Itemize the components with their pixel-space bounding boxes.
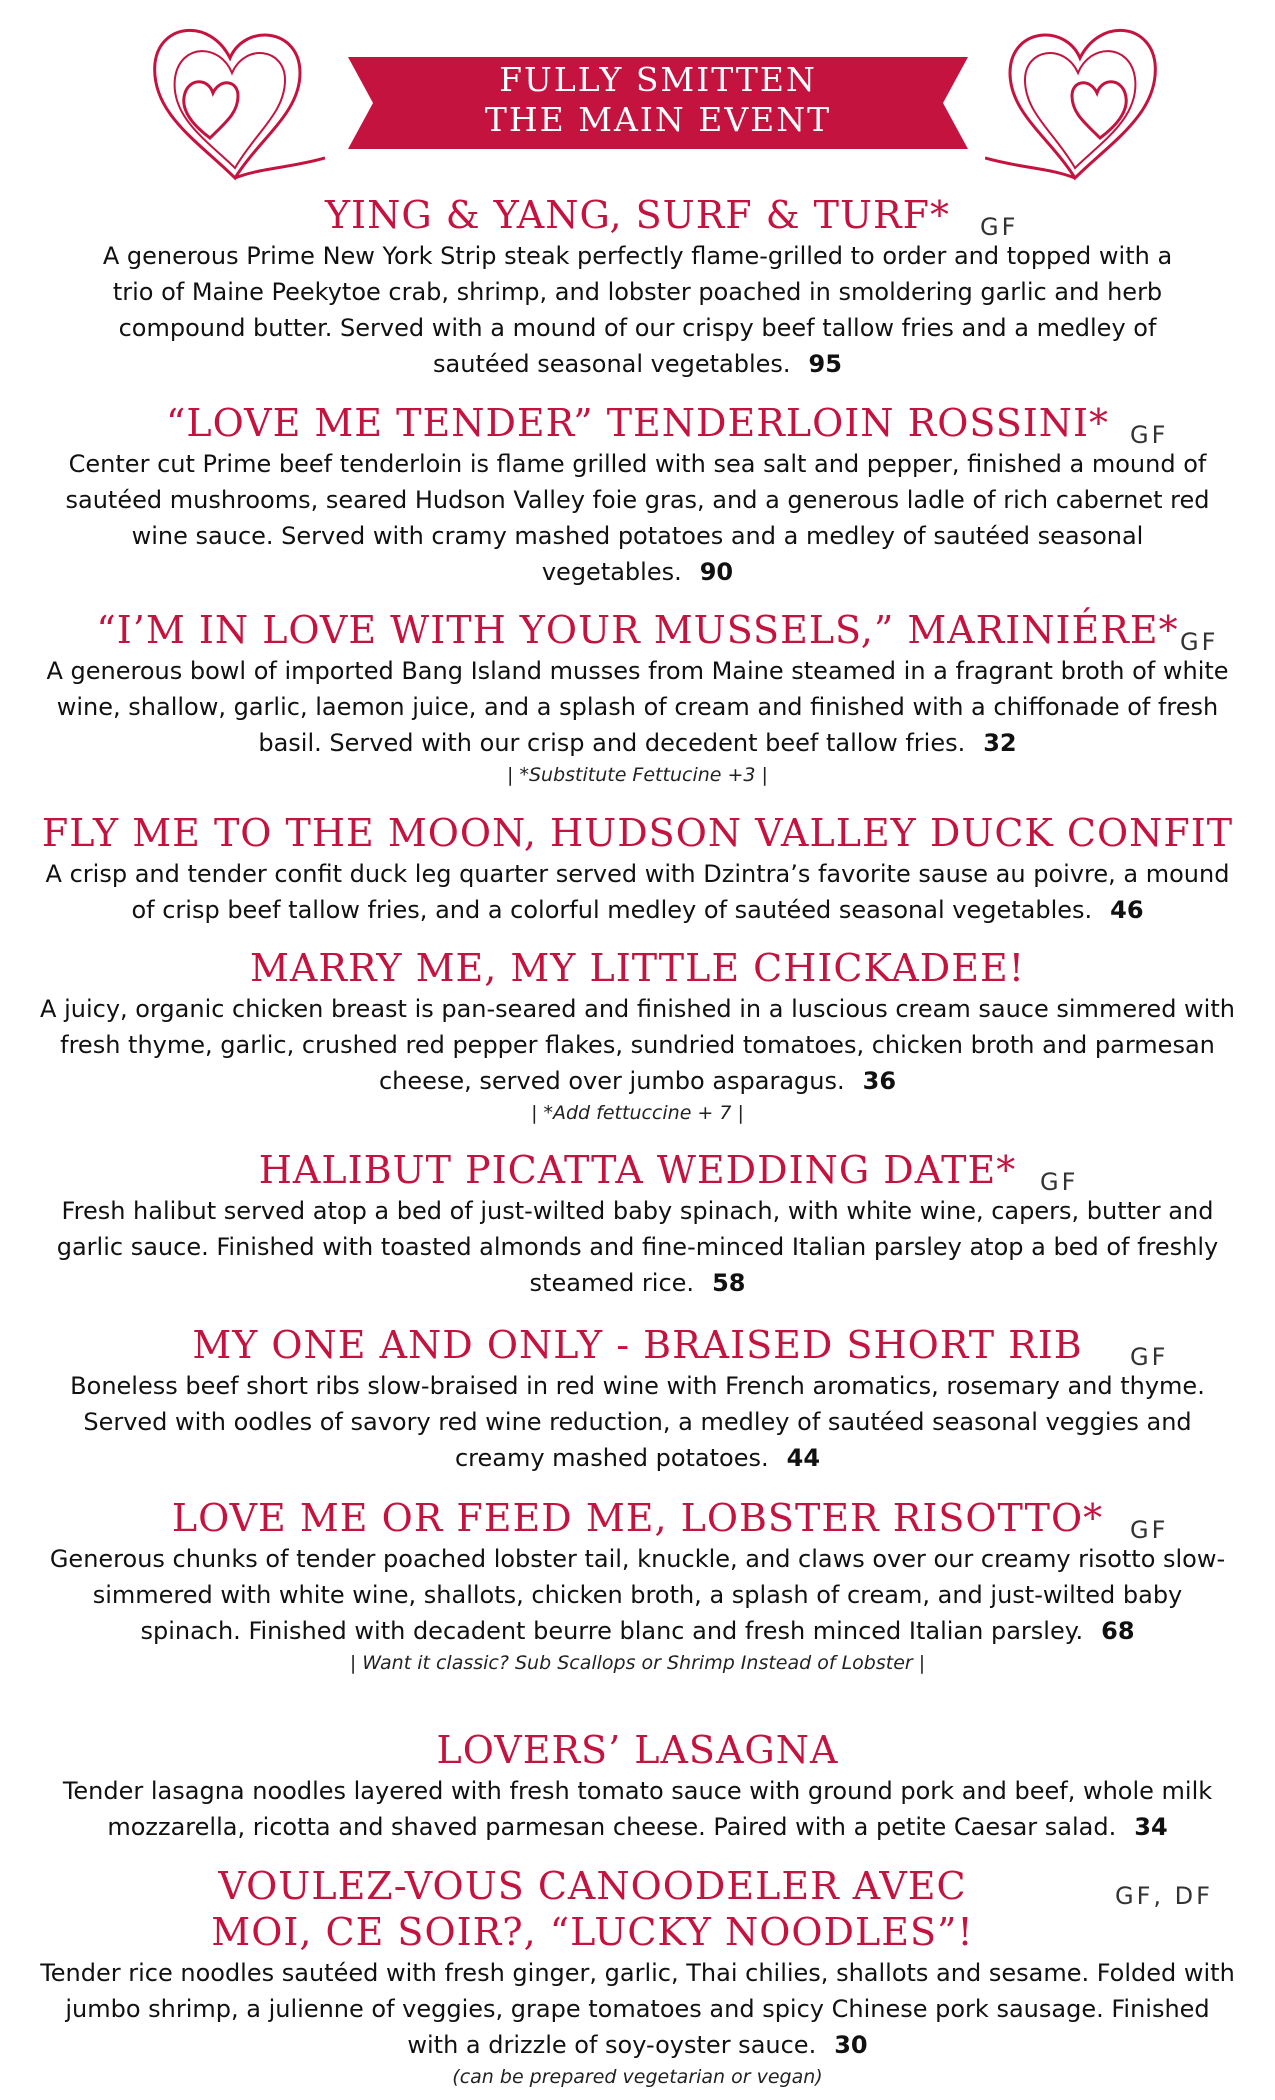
dish-name: LOVERS’ LASAGNA — [436, 1728, 839, 1772]
dish-name: “I’M IN LOVE WITH YOUR MUSSELS,” MARINIÉRE* — [96, 608, 1179, 652]
dietary-tag: GF — [1130, 1516, 1169, 1544]
dish-price: 44 — [786, 1444, 821, 1472]
dish-description — [40, 991, 1235, 1099]
dish-price: 36 — [862, 1067, 897, 1095]
dish-price: 46 — [1110, 896, 1144, 924]
menu-item — [40, 1322, 1235, 1476]
dish-description — [40, 238, 1235, 382]
dish-description — [40, 1955, 1235, 2063]
dish-name: VOULEZ-VOUS CANOODELER AVEC MOI, CE SOIR?, “LUCKY NOODLES”! — [211, 1864, 974, 1954]
dish-title — [40, 810, 1235, 856]
dish-title — [40, 1727, 1235, 1773]
description-text: A generous bowl of imported Bang Island musses from Maine steamed in a fragrant broth of white wine, shallow, garlic, laemon juice, and a splash of cream and finished with a chiffonade of fresh basil. Served with our crisp and decedent beef tallow fries. — [46, 657, 1229, 757]
dish-title — [40, 1322, 1235, 1371]
dish-name: YING & YANG, SURF & TURF* — [324, 193, 951, 237]
dish-description — [40, 446, 1235, 590]
dish-name: LOVE ME OR FEED ME, LOBSTER RISOTTO* — [171, 1496, 1104, 1540]
double-heart-icon — [140, 18, 325, 188]
dish-price: 32 — [983, 729, 1017, 757]
dish-name: MARRY ME, MY LITTLE CHICKADEE! — [250, 946, 1025, 990]
dietary-tag: GF — [1130, 421, 1169, 449]
dish-title — [40, 607, 1235, 656]
dietary-tag: GF — [980, 213, 1019, 241]
description-text: Tender lasagna noodles layered with fresh tomato sauce with ground pork and beef, whole milk mozzarella, ricotta and shaved parmesan cheese. Paired with a petite Caesar salad. — [62, 1777, 1213, 1841]
menu-item — [40, 400, 1235, 590]
description-text: Fresh halibut served atop a bed of just-wilted baby spinach, with white wine, capers, butter and garlic sauce. Finished with toasted almonds and fine-minced Italian parsley atop a bed of freshly steamed rice. — [56, 1197, 1219, 1297]
menu-section-title — [348, 60, 968, 140]
menu-item — [40, 810, 1235, 928]
double-heart-icon — [985, 18, 1170, 188]
dish-note: | Want it classic? Sub Scallops or Shrimp Instead of Lobster | — [349, 1652, 926, 1674]
description-text: Center cut Prime beef tenderloin is flame grilled with sea salt and pepper, finished a mound of sautéed mushrooms, seared Hudson Valley foie gras, and a generous ladle of rich cabernet red wine sauce. Served with cramy mashed potatoes and a medley of sautéed seasonal vegetables. — [65, 450, 1210, 586]
description-text: A generous Prime New York Strip steak perfectly flame-grilled to order and topped with a trio of Maine Peekytoe crab, shrimp, and lobster poached in smoldering garlic and herb compound butter. Served with a mound of our crispy beef tallow fries and a medley of sautéed seasonal vegetables. — [102, 242, 1173, 378]
dish-name: HALIBUT PICATTA WEDDING DATE* — [258, 1148, 1017, 1192]
dish-title — [40, 1147, 1235, 1196]
dish-name: “LOVE ME TENDER” TENDERLOIN ROSSINI* — [165, 401, 1110, 445]
menu-item — [40, 1727, 1235, 1845]
dish-description — [40, 1368, 1235, 1476]
menu-item — [40, 945, 1235, 1127]
dish-name: FLY ME TO THE MOON, HUDSON VALLEY DUCK CONFIT — [41, 811, 1234, 855]
dish-note: | *Add fettuccine + 7 | — [531, 1102, 744, 1124]
menu-item — [40, 607, 1235, 789]
dish-price: 30 — [834, 2031, 868, 2059]
dish-title — [40, 192, 1235, 241]
dish-price: 34 — [1134, 1813, 1168, 1841]
dish-price: 58 — [712, 1269, 746, 1297]
dish-title — [40, 1495, 1235, 1544]
dish-title — [40, 400, 1235, 449]
menu-item — [40, 1495, 1235, 1677]
dish-title — [40, 945, 1235, 991]
menu-header — [0, 0, 1275, 200]
description-text: A juicy, organic chicken breast is pan-seared and finished in a luscious cream sauce simmered with fresh thyme, garlic, crushed red pepper flakes, sundried tomatoes, chicken broth and parmesan cheese, served over jumbo asparagus. — [40, 995, 1235, 1095]
dish-note: | *Substitute Fettucine +3 | — [507, 764, 768, 786]
dish-price: 95 — [808, 350, 842, 378]
description-text: A crisp and tender confit duck leg quarter served with Dzintra’s favorite sause au poivre, a mound of crisp beef tallow fries, and a colorful medley of sautéed seasonal vegetables. — [45, 860, 1230, 924]
dish-title — [40, 1863, 1235, 1955]
dietary-tag: GF, DF — [1115, 1882, 1213, 1910]
dish-name: MY ONE AND ONLY - BRAISED SHORT RIB — [192, 1323, 1083, 1367]
dietary-tag: GF — [1040, 1168, 1079, 1196]
banner-line-1: FULLY SMITTEN — [499, 60, 817, 99]
dish-description — [40, 1193, 1235, 1301]
dish-price: 90 — [699, 558, 734, 586]
dish-description — [40, 653, 1235, 761]
banner-line-2: THE MAIN EVENT — [484, 100, 832, 139]
dish-description — [40, 856, 1235, 928]
description-text: Boneless beef short ribs slow-braised in red wine with French aromatics, rosemary and thyme. Served with oodles of savory red wine reduction, a medley of sautéed seasonal veggies and creamy mashed potatoes. — [70, 1372, 1205, 1472]
menu-item — [40, 192, 1235, 382]
menu-item — [40, 1863, 1235, 2091]
dietary-tag: GF — [1130, 1343, 1169, 1371]
description-text: Tender rice noodles sautéed with fresh ginger, garlic, Thai chilies, shallots and sesame. Folded with jumbo shrimp, a julienne of veggies, grape tomatoes and spicy Chinese pork sausage. Finished with a drizzle of soy-oyster sauce. — [40, 1959, 1235, 2059]
dish-description — [40, 1541, 1235, 1649]
dish-description — [40, 1773, 1235, 1845]
dish-note: (can be prepared vegetarian or vegan) — [452, 2066, 823, 2088]
dish-price: 68 — [1101, 1617, 1135, 1645]
dietary-tag: GF — [1180, 628, 1219, 656]
description-text: Generous chunks of tender poached lobster tail, knuckle, and claws over our creamy risotto slow-simmered with white wine, shallots, chicken broth, a splash of cream, and just-wilted baby spinach. Finished with decadent beurre blanc and fresh minced Italian parsley. — [49, 1545, 1226, 1645]
menu-item — [40, 1147, 1235, 1301]
